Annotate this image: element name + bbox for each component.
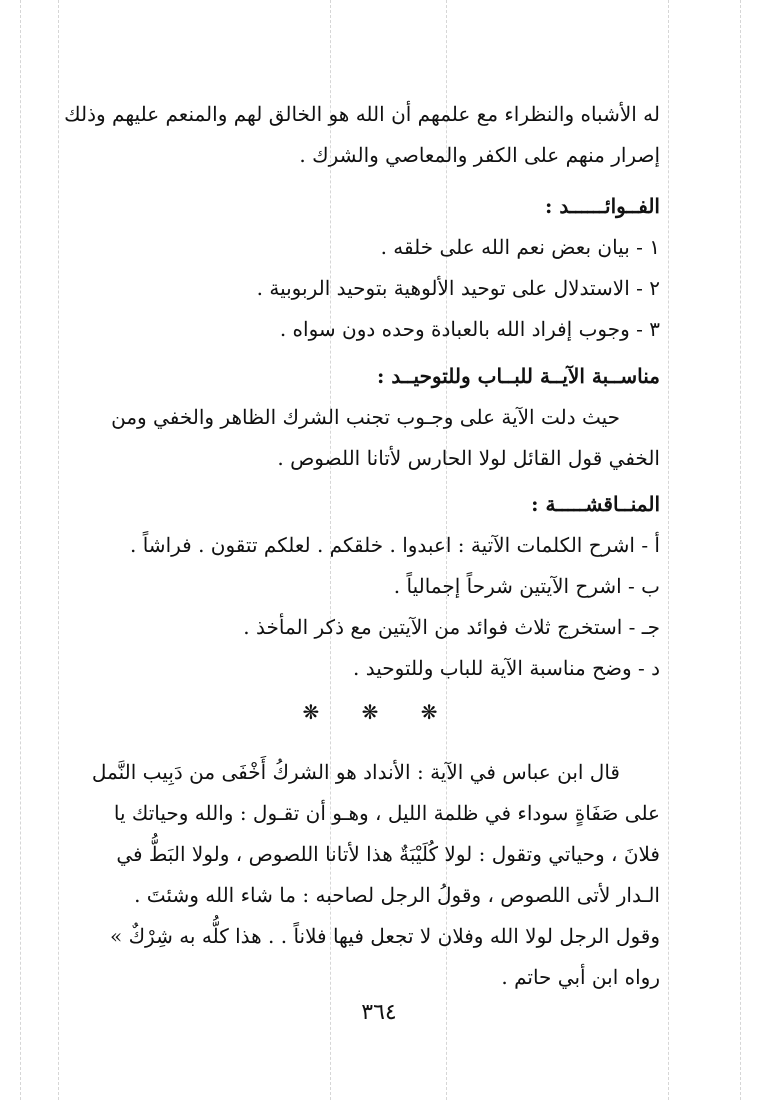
quote-line: فلانَ ، وحياتي وتقول : لولا كُلَيْبَةٌ هذا لأتانا اللصوص ، ولولا البَطُّ في: [116, 842, 660, 866]
quote-line: رواه ابن أبي حاتم .: [501, 965, 660, 989]
relevance-heading: مناســبة الآيــة للبــاب وللتوحيــد :: [376, 364, 660, 388]
discussion-item: جـ - استخرج ثلاث فوائد من الآيتين مع ذكر المأخذ .: [243, 615, 660, 639]
scan-guide-line: [58, 0, 59, 1100]
quote-line: على صَفَاةٍ سوداء في ظلمة الليل ، وهـو أن تقـول : والله وحياتك يا: [113, 801, 660, 825]
benefit-item: ١ - بيان بعض نعم الله على خلقه .: [380, 235, 660, 259]
benefits-heading: الفــوائــــــد :: [545, 194, 660, 218]
intro-paragraph: [64, 94, 660, 176]
scan-guide-line: [20, 0, 21, 1100]
relevance-section: [100, 356, 660, 479]
intro-line-2: إصرار منهم على الكفر والمعاصي والشرك .: [299, 143, 660, 167]
intro-line-1: له الأشباه والنظراء مع علمهم أن الله هو الخالق لهم والمنعم عليهم وذلك: [64, 102, 660, 126]
discussion-item: د - وضح مناسبة الآية للباب وللتوحيد .: [353, 656, 660, 680]
discussion-item: ب - اشرح الآيتين شرحاً إجمالياً .: [393, 574, 660, 598]
discussion-heading: المنــاقشـــــة :: [531, 492, 660, 516]
discussion-item: أ - اشرح الكلمات الآتية : اعبدوا . خلقكم . لعلكم تتقون . فراشاً .: [130, 533, 660, 557]
scan-guide-line: [668, 0, 669, 1100]
scan-guide-line: [740, 0, 741, 1100]
quote-line: وقول الرجل لولا الله وفلان لا تجعل فيها فلاناً . . هذا كلُّه به شِرْكٌ »: [109, 924, 660, 948]
quote-paragraph: [91, 752, 660, 998]
relevance-line-2: الخفي قول القائل لولا الحارس لأتانا اللصوص .: [277, 446, 660, 470]
quote-line: الـدار لأتى اللصوص ، وقولُ الرجل لصاحبه : ما شاء الله وشئتَ .: [134, 883, 660, 907]
benefit-item: ٢ - الاستدلال على توحيد الألوهية بتوحيد الربوبية .: [256, 276, 660, 300]
section-separator: ❋ ❋ ❋: [302, 700, 456, 724]
quote-line: قال ابن عباس في الآية : الأنداد هو الشركُ أَخْفَى من دَبِيب النَّمل: [91, 760, 620, 784]
discussion-section: [100, 484, 660, 689]
benefits-section: [100, 186, 660, 350]
relevance-line-1: حيث دلت الآية على وجـوب تجنب الشرك الظاهر والخفي ومن: [111, 405, 620, 429]
page-number: ٣٦٤: [361, 1000, 397, 1025]
benefit-item: ٣ - وجوب إفراد الله بالعبادة وحده دون سواه .: [279, 317, 660, 341]
